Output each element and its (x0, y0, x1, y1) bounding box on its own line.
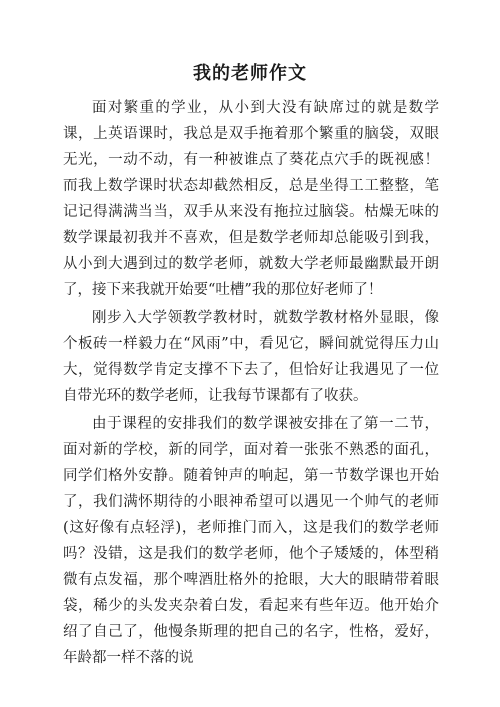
paragraph-3: 由于课程的安排我们的数学课被安排在了第一二节，面对新的学校，新的同学，面对着一张张不熟悉的面孔，同学们格外安静。随着钟声的响起，第一节数学课也开始了，我们满怀期待的小眼神希望可以遇见一个帅气的老师(这好像有点轻浮)，老师推门而入，这是我们的数学老师吗？没错，这是我们的数学老师，他个子矮矮的，体型稍微有点发福，那个啤酒肚格外的抢眼，大大的眼睛带着眼袋，稀少的头发夹杂着白发，看起来有些年迈。他开始介绍了自己了，他慢条斯理的把自己的名字，性格，爱好，年龄都一样不落的说 (63, 416, 439, 666)
document-body (63, 95, 439, 673)
document-title: 我的老师作文 (193, 63, 307, 84)
paragraph-1: 面对繁重的学业，从小到大没有缺席过的就是数学课，上英语课时，我总是双手拖着那个繁重的脑袋，双眼无光，一动不动，有一种被谁点了葵花点穴手的既视感！而我上数学课时状态却截然相反，总是坐得工工整整，笔记记得满满当当，双手从来没有拖拉过脑袋。枯燥无味的数学课最初我并不喜欢，但是数学老师却总能吸引到我，从小到大遇到过的数学老师，就数大学老师最幽默最开朗了，接下来我就开始要“吐槽”我的那位好老师了！ (63, 100, 439, 298)
paragraph-2: 刚步入大学领教学教材时，就数学教材格外显眼，像个板砖一样毅力在“风雨”中，看见它，瞬间就觉得压力山大，觉得数学肯定支撑不下去了，但恰好让我遇见了一位自带光环的数学老师，让我每节课都有了收获。 (63, 310, 439, 404)
